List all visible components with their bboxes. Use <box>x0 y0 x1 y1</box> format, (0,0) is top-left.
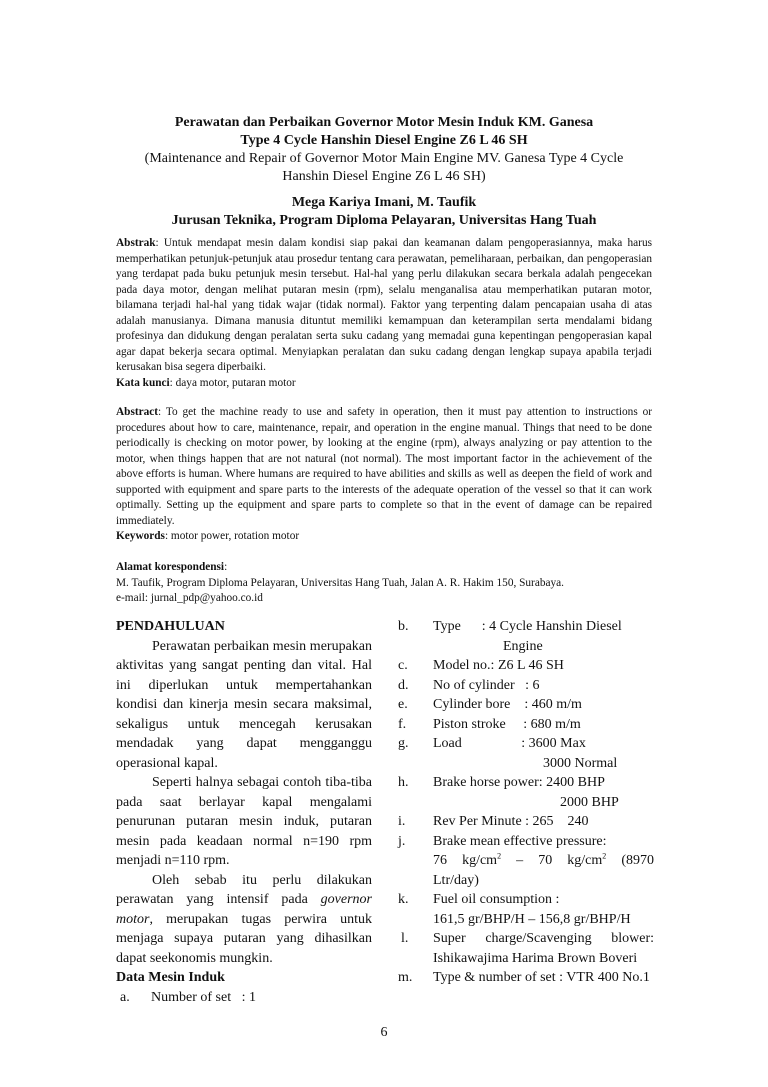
spec-item-b-cont: Engine <box>503 638 543 654</box>
correspondence-heading <box>116 560 652 576</box>
correspondence-section <box>116 560 652 607</box>
intro-paragraph-1: Perawatan perbaikan mesin merupakan aktivitas yang sangat penting dan vital. Hal ini diperlukan untuk mempertahankan kondisi dan kinerja mesin secara maksimal, sekaligus untuk mencegah kerusakan mendadak yang dapat mengganggu operasional kapal. <box>116 638 372 771</box>
abstract-paragraph <box>116 405 652 529</box>
left-column <box>116 617 372 1007</box>
spec-text: Load : 3600 Max <box>433 736 586 751</box>
bmep-value-1: 76 <box>433 853 447 868</box>
bmep-unit-2 <box>567 851 606 871</box>
abstrak-paragraph <box>116 236 652 376</box>
correspondence-email: e-mail: jurnal_pdp@yahoo.co.id <box>116 592 263 604</box>
spec-marker: g. <box>398 736 409 751</box>
kata-kunci-line <box>116 376 652 392</box>
spec-item-e <box>398 695 654 715</box>
spec-item-m <box>398 968 654 988</box>
spec-text: Fuel oil consumption : <box>433 892 560 907</box>
authors-block <box>100 194 668 230</box>
spec-text: Cylinder bore : 460 m/m <box>433 697 582 712</box>
abstract-text: : To get the machine ready to use and safety in operation, then it must pay attention to instructions or procedures about how to care, maintenance, repair, and operation in the engine manual. Things that need to be done periodically is checking on motor power, by looking at the engine (rpm), always analyzing or pay attention to the motor, when things happen that are not natural (not normal). The most important factor in the achievement of the above efforts is human. Where humans are required to have abilities and skills as well as deepen the field of work and supported with equipment and spare parts to the interests of the adequate operation of the vessel so that it can work optimally. Setting up the equipment and spare parts to complete so that in the event of damage can be repaired immediately. <box>116 406 652 527</box>
spec-text: Rev Per Minute : 265 240 <box>433 814 589 829</box>
subtitle-line-1: (Maintenance and Repair of Governor Motor Main Engine MV. Ganesa Type 4 Cycle <box>144 151 624 166</box>
spec-item-k <box>398 890 654 910</box>
spec-text: Type : 4 Cycle Hanshin Diesel <box>433 619 622 634</box>
subtitle-line-2: Hanshin Diesel Engine Z6 L 46 SH) <box>282 169 486 184</box>
spec-item-c <box>398 656 654 676</box>
right-column <box>398 617 654 988</box>
spec-text: Brake mean effective pressure: <box>433 833 607 849</box>
intro-p3-start: Oleh sebab itu perlu dilakukan perawatan yang intensif pada <box>116 872 372 907</box>
spec-item-j-cont: Ltr/day) <box>433 872 479 888</box>
abstrak-section <box>116 236 652 391</box>
spec-marker: j. <box>398 833 406 849</box>
abstract-label: Abstract <box>116 406 159 418</box>
spec-marker: i. <box>398 814 406 829</box>
spec-marker: h. <box>398 775 409 790</box>
correspondence-colon: : <box>224 561 228 573</box>
spec-item-a <box>116 988 372 1008</box>
spec-item-l <box>398 929 654 968</box>
author-names: Mega Kariya Imani, M. Taufik <box>291 195 477 210</box>
spec-item-k-cont: 161,5 gr/BHP/H – 156,8 gr/BHP/H <box>433 911 631 927</box>
spec-item-f <box>398 715 654 735</box>
spec-marker: c. <box>398 658 408 673</box>
spec-item-g <box>398 734 654 754</box>
author-affiliation: Jurusan Teknika, Program Diploma Pelayaran, Universitas Hang Tuah <box>171 213 597 228</box>
spec-text: Model no.: Z6 L 46 SH <box>433 658 564 673</box>
spec-marker: k. <box>398 892 409 907</box>
title-line-1: Perawatan dan Perbaikan Governor Motor Mesin Induk KM. Ganesa <box>174 115 594 130</box>
bmep-unit-1 <box>462 851 501 871</box>
abstrak-label: Abstrak <box>116 237 156 249</box>
spec-marker: e. <box>398 697 408 712</box>
spec-item-i <box>398 812 654 832</box>
section-heading-pendahuluan: PENDAHULUAN <box>116 619 225 634</box>
spec-text: Super charge/Scavenging blower: Ishikawajima Harima Brown Boveri <box>433 931 654 966</box>
bmep-unit-1-text: kg/cm <box>462 853 498 868</box>
correspondence-label: Alamat korespondensi <box>116 561 225 573</box>
spec-item-j <box>398 832 654 852</box>
spec-item-h <box>398 773 654 793</box>
spec-marker: b. <box>398 619 409 634</box>
spec-text: Type & number of set : VTR 400 No.1 <box>433 970 650 985</box>
spec-item-h-cont: 2000 BHP <box>560 794 619 810</box>
kata-kunci-text: : daya motor, putaran motor <box>169 376 296 389</box>
spec-item-j-values <box>398 851 654 871</box>
bmep-paren: (8970 <box>621 853 654 868</box>
paper-title <box>100 114 668 150</box>
spec-text: Piston stroke : 680 m/m <box>433 716 581 732</box>
section-heading-data-mesin: Data Mesin Induk <box>116 970 225 985</box>
spec-item-g-cont: 3000 Normal <box>543 755 618 771</box>
title-line-2: Type 4 Cycle Hanshin Diesel Engine Z6 L 46 SH <box>240 133 528 148</box>
intro-p3-emphasis: governor motor <box>116 892 372 927</box>
spec-marker: d. <box>398 677 409 693</box>
spec-marker: l. <box>401 931 409 946</box>
page-number: 6 <box>380 1025 388 1040</box>
keywords-line <box>116 529 652 545</box>
keywords-text: : motor power, rotation motor <box>164 530 300 542</box>
bmep-value-2: 70 <box>538 853 553 868</box>
correspondence-address: M. Taufik, Program Diploma Pelayaran, Universitas Hang Tuah, Jalan A. R. Hakim 150, Surabaya. <box>116 576 564 589</box>
intro-p3-end: , merupakan tugas perwira untuk menjaga supaya putaran yang dihasilkan dapat seekonomis mungkin. <box>116 911 372 966</box>
spec-text: Brake horse power: 2400 BHP <box>433 775 605 790</box>
spec-marker: f. <box>398 716 407 732</box>
bmep-unit-2-sup: 2 <box>602 851 607 861</box>
spec-item-d <box>398 676 654 696</box>
abstrak-text: : Untuk mendapat mesin dalam kondisi siap pakai dan keamanan dalam pengoperasiannya, maka harus memperhatikan petunjuk-petunjuk atau prosedur tentang cara perawatan, pemeliharaan, perbaikan, dan pengoperasian yang terdapat pada buku petunjuk mesin tersebut. Hal-hal yang perlu dilakukan secara berkala adalah pengecekan pada daya motor, dengan melihat putaran mesin (rpm), selalu menganalisa atau memperhatikan putaran motor, bilamana terjadi hal-hal yang tidak wajar (tidak normal). Faktor yang terpenting dalam pencapaian usaha di atas adalah manusianya. Dimana manusia dituntut memiliki kemampuan dan keterampilan serta mendalami bidang profesinya dan didukung dengan peralatan serta suku cadang yang memadai guna kepentingan pengoperasian kapal agar dapat bekerja secara optimal. Menyiapkan peralatan dan suku cadang dengan lengkap supaya apabila terjadi kerusakan bisa segera diperbaiki. <box>116 237 652 373</box>
intro-paragraph-2: Seperti halnya sebagai contoh tiba-tiba pada saat berlayar kapal mengalami penurunan putaran mesin induk, putaran mesin pada keadaan normal n=190 rpm menjadi n=110 rpm. <box>116 775 372 868</box>
intro-paragraph-3 <box>116 871 372 969</box>
bmep-dash: – <box>516 853 524 868</box>
keywords-label: Keywords <box>116 530 165 542</box>
abstract-section <box>116 405 652 545</box>
spec-text: Number of set : 1 <box>151 989 256 1005</box>
paper-subtitle <box>100 150 668 186</box>
spec-marker: m. <box>398 970 413 985</box>
spec-marker: a. <box>120 989 130 1005</box>
kata-kunci-label: Kata kunci <box>116 376 170 389</box>
bmep-unit-2-text: kg/cm <box>567 853 603 868</box>
spec-text: No of cylinder : 6 <box>433 677 540 693</box>
spec-item-b <box>398 617 654 637</box>
bmep-unit-1-sup: 2 <box>497 851 502 861</box>
